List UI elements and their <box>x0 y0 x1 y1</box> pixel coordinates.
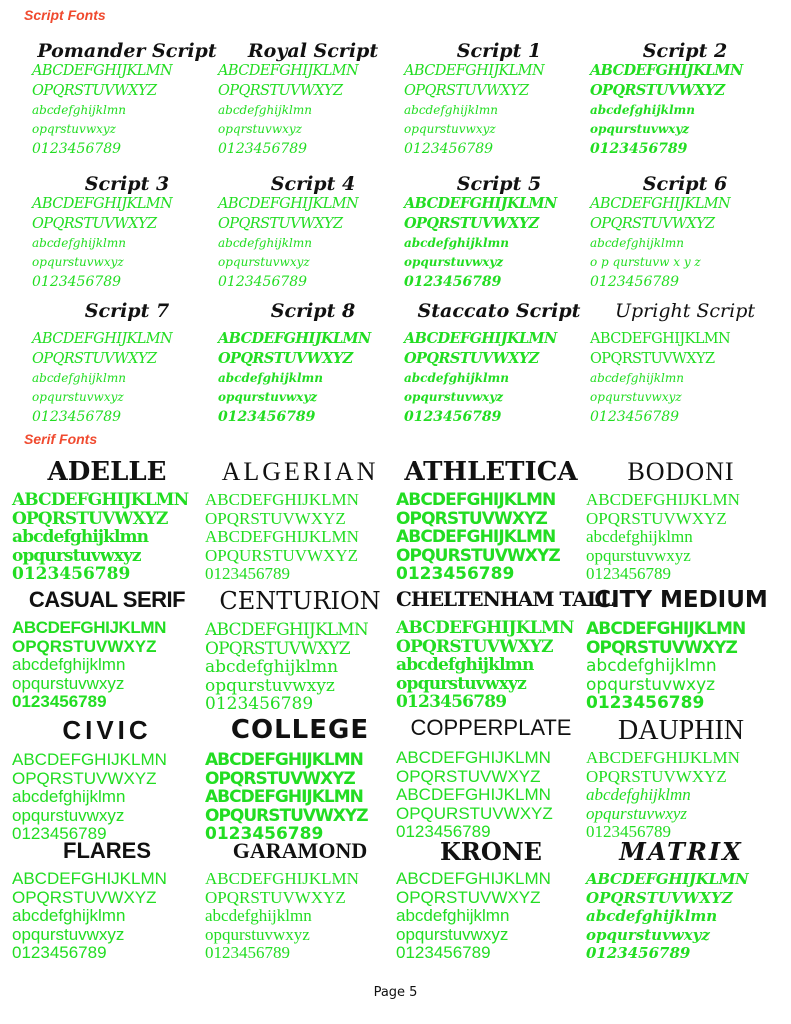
font-sample-script-7 <box>32 302 222 427</box>
sample-line-1: ABCDEFGHIJKLMN <box>396 869 551 888</box>
sample-line-1: ABCDEFGHIJKLMN <box>205 750 363 770</box>
sample-line-2: OPQRSTUVWXYZ <box>396 887 541 907</box>
font-sample-college <box>205 717 395 844</box>
sample-line-5: 0123456789 <box>396 692 507 712</box>
sample-lowercase-2: opqurstuvwxyz <box>32 390 124 404</box>
sample-uppercase-2: OPQRSTUVWXYZ <box>590 351 715 367</box>
font-name: CIVIC <box>62 715 152 745</box>
font-name: Script 3 <box>84 173 170 195</box>
sample-lowercase-1: abcdefghijklmn <box>218 236 312 250</box>
sample-line-2: OPQRSTUVWXYZ <box>205 768 355 789</box>
sample-line-5: 0123456789 <box>205 564 290 583</box>
sample-line-2: OPQRSTUVWXYZ <box>12 508 168 529</box>
font-sample-script-3 <box>32 175 222 292</box>
sample-lowercase-2: opqurstuvwxyz <box>404 390 504 404</box>
sample-line-4: OPQURSTUVWXYZ <box>205 805 368 826</box>
font-sample-script-2 <box>590 42 780 159</box>
sample-line-3: ABCDEFGHIJKLMN <box>396 527 556 547</box>
font-name: BODONI <box>627 457 735 486</box>
sample-lowercase-2: opqurstuvwxyz <box>590 122 690 136</box>
sample-lowercase-1: abcdefghijklmn <box>32 103 126 117</box>
sample-lowercase-1: abcdefghijklmn <box>404 103 498 117</box>
font-sample-flares <box>12 840 202 963</box>
sample-uppercase-2: OPQRSTUVWXYZ <box>404 83 529 99</box>
sample-uppercase-1: ABCDEFGHIJKLMN <box>32 63 173 79</box>
font-name: ALGERIAN <box>221 457 379 486</box>
sample-line-2: OPQRSTUVWXYZ <box>586 637 737 658</box>
sample-line-3: abcdefghijklmn <box>205 657 339 677</box>
font-name: Script 8 <box>270 300 356 322</box>
font-sample-royal-script <box>218 42 408 159</box>
sample-line-4: OPQURSTUVWXYZ <box>396 545 560 566</box>
sample-line-3: abcdefghijklmn <box>586 527 693 546</box>
sample-line-2: OPQRSTUVWXYZ <box>396 508 547 529</box>
sample-line-5: 0123456789 <box>586 944 691 962</box>
sample-line-5: 0123456789 <box>12 943 107 962</box>
font-sample-upright-script <box>590 302 780 427</box>
font-sample-script-8 <box>218 302 408 427</box>
sample-line-2: OPQRSTUVWXYZ <box>586 766 727 786</box>
sample-line-5: 0123456789 <box>396 564 515 584</box>
font-sample-bodoni <box>586 459 776 584</box>
font-name: Script 6 <box>642 173 728 195</box>
sample-line-3: abcdefghijklmn <box>12 655 126 674</box>
sample-line-3: abcdefghijklmn <box>586 907 718 925</box>
sample-digits: 0123456789 <box>590 274 680 290</box>
font-name: FLARES <box>63 838 151 863</box>
font-sample-civic <box>12 717 202 844</box>
sample-line-5: 0123456789 <box>586 693 705 713</box>
sample-line-2: OPQRSTUVWXYZ <box>205 887 346 907</box>
font-sample-pomander-script <box>32 42 222 159</box>
font-sample-script-5 <box>404 175 594 292</box>
sample-line-4: OPQURSTUVWXYZ <box>396 803 553 823</box>
sample-line-2: OPQRSTUVWXYZ <box>586 508 727 528</box>
font-sample-dauphin <box>586 717 776 842</box>
sample-line-2: OPQRSTUVWXYZ <box>12 636 157 656</box>
sample-lowercase-2: opqurstuvwxyz <box>404 122 496 136</box>
font-sample-athletica <box>396 459 586 584</box>
sample-line-5: 0123456789 <box>586 564 671 583</box>
sample-uppercase-1: ABCDEFGHIJKLMN <box>218 63 359 79</box>
sample-uppercase-2: OPQRSTUVWXYZ <box>404 215 539 232</box>
font-name: KRONE <box>440 837 542 866</box>
sample-line-2: OPQRSTUVWXYZ <box>12 768 157 788</box>
font-sample-centurion <box>205 589 395 714</box>
sample-uppercase-1: ABCDEFGHIJKLMN <box>218 330 371 347</box>
sample-lowercase-1: abcdefghijklmn <box>404 236 509 250</box>
sample-line-3: abcdefghijklmn <box>396 906 510 925</box>
sample-line-5: 0123456789 <box>205 824 324 844</box>
sample-line-5: 0123456789 <box>586 822 671 841</box>
sample-lowercase-2: opqurstuvwxyz <box>218 390 318 404</box>
sample-line-4: opqurstuvwxyz <box>396 673 526 694</box>
font-name: Royal Script <box>247 40 379 62</box>
font-name: Script 7 <box>84 300 170 322</box>
font-name: Staccato Script <box>417 300 581 322</box>
font-sample-casual-serif <box>12 589 202 712</box>
sample-line-1: ABCDEFGHIJKLMN <box>205 869 359 888</box>
sample-line-4: opqurstuvwxyz <box>586 545 691 565</box>
sample-line-4: opqurstuvwxyz <box>12 673 125 693</box>
sample-uppercase-1: ABCDEFGHIJKLMN <box>590 196 731 212</box>
sample-uppercase-2: OPQRSTUVWXYZ <box>32 83 157 99</box>
sample-line-2: OPQRSTUVWXYZ <box>12 887 157 907</box>
sample-uppercase-2: OPQRSTUVWXYZ <box>404 350 539 367</box>
sample-digits: 0123456789 <box>590 409 680 425</box>
sample-uppercase-1: ABCDEFGHIJKLMN <box>404 63 545 79</box>
sample-line-3: abcdefghijklmn <box>586 785 691 804</box>
sample-lowercase-2: opqurstuvwxyz <box>590 390 682 404</box>
sample-line-3: ABCDEFGHIJKLMN <box>396 785 551 804</box>
sample-lowercase-1: abcdefghijklmn <box>32 236 126 250</box>
font-sample-copperplate <box>396 717 586 842</box>
font-name: Upright Script <box>614 300 756 322</box>
sample-digits: 0123456789 <box>32 274 122 290</box>
sample-line-2: OPQRSTUVWXYZ <box>396 766 541 786</box>
sample-line-3: abcdefghijklmn <box>12 787 126 806</box>
sample-uppercase-1: ABCDEFGHIJKLMN <box>32 196 173 212</box>
font-sample-adelle <box>12 459 202 584</box>
sample-line-5: 0123456789 <box>12 692 107 711</box>
sample-line-2: OPQRSTUVWXYZ <box>205 508 346 528</box>
font-name: GARAMOND <box>232 838 368 863</box>
sample-line-1: ABCDEFGHIJKLMN <box>205 490 359 509</box>
sample-line-4: opqurstuvwxyz <box>205 924 310 944</box>
sample-uppercase-1: ABCDEFGHIJKLMN <box>404 195 557 212</box>
sample-digits: 0123456789 <box>218 274 308 290</box>
sample-digits: 0123456789 <box>404 409 502 425</box>
font-name: CASUAL SERIF <box>28 587 186 612</box>
sample-line-2: OPQRSTUVWXYZ <box>205 638 350 659</box>
sample-lowercase-1: abcdefghijklmn <box>590 236 684 250</box>
sample-line-4: opqurstuvwxyz <box>586 925 710 944</box>
sample-line-5: 0123456789 <box>12 564 131 584</box>
sample-lowercase-2: o p qurstuvw x y z <box>590 255 701 269</box>
sample-line-1: ABCDEFGHIJKLMN <box>586 870 749 888</box>
sample-line-4: opqurstuvwxyz <box>586 674 716 695</box>
sample-line-3: ABCDEFGHIJKLMN <box>205 787 363 807</box>
sample-line-3: abcdefghijklmn <box>12 906 126 925</box>
font-sample-script-1 <box>404 42 594 159</box>
script-fonts-heading: Script Fonts <box>24 7 106 23</box>
sample-line-3: abcdefghijklmn <box>586 656 717 676</box>
sample-line-1: ABCDEFGHIJKLMN <box>12 490 189 510</box>
sample-uppercase-2: OPQRSTUVWXYZ <box>218 216 343 232</box>
sample-line-3: abcdefghijklmn <box>12 527 149 547</box>
sample-lowercase-2: opqurstuvwxyz <box>218 255 310 269</box>
sample-digits: 0123456789 <box>404 141 494 157</box>
sample-uppercase-1: ABCDEFGHIJKLMN <box>32 331 173 347</box>
font-sample-script-4 <box>218 175 408 292</box>
sample-line-5: 0123456789 <box>12 824 107 843</box>
sample-line-1: ABCDEFGHIJKLMN <box>586 748 740 767</box>
font-name: CITY MEDIUM <box>594 587 768 613</box>
sample-line-4: opqurstuvwxyz <box>396 924 509 944</box>
sample-line-1: ABCDEFGHIJKLMN <box>205 620 368 640</box>
sample-uppercase-2: OPQRSTUVWXYZ <box>590 216 715 232</box>
font-name: COLLEGE <box>230 715 370 745</box>
sample-lowercase-2: opqrstuvwxyz <box>218 122 302 136</box>
font-name: MATRIX <box>619 837 743 866</box>
sample-digits: 0123456789 <box>218 141 308 157</box>
font-sample-matrix <box>586 837 776 963</box>
sample-uppercase-1: ABCDEFGHIJKLMN <box>218 196 359 212</box>
sample-line-1: ABCDEFGHIJKLMN <box>12 750 167 769</box>
sample-line-1: ABCDEFGHIJKLMN <box>396 490 556 510</box>
sample-lowercase-2: opqrstuvwxyz <box>32 122 116 136</box>
sample-digits: 0123456789 <box>32 409 122 425</box>
font-sample-algerian <box>205 459 395 584</box>
sample-lowercase-1: abcdefghijklmn <box>218 371 323 385</box>
sample-line-4: opqurstuvwxyz <box>586 803 688 823</box>
sample-line-5: 0123456789 <box>396 822 491 841</box>
sample-line-2: OPQRSTUVWXYZ <box>396 636 553 657</box>
sample-digits: 0123456789 <box>590 141 688 157</box>
font-sample-garamond <box>205 840 395 963</box>
sample-line-4: opqurstuvwxyz <box>205 675 335 696</box>
sample-line-5: 0123456789 <box>205 694 314 714</box>
sample-uppercase-2: OPQRSTUVWXYZ <box>32 351 157 367</box>
sample-digits: 0123456789 <box>404 274 502 290</box>
font-name: CENTURION <box>219 587 381 615</box>
font-sample-staccato-script <box>404 302 594 427</box>
sample-lowercase-1: abcdefghijklmn <box>590 371 684 385</box>
serif-fonts-heading: Serif Fonts <box>24 431 98 447</box>
sample-uppercase-2: OPQRSTUVWXYZ <box>32 216 157 232</box>
sample-line-1: ABCDEFGHIJKLMN <box>396 618 574 638</box>
font-name: COPPERPLATE <box>410 715 572 740</box>
sample-digits: 0123456789 <box>218 409 316 425</box>
sample-lowercase-2: opqurstuvwxyz <box>32 255 124 269</box>
sample-uppercase-1: ABCDEFGHIJKLMN <box>590 62 743 79</box>
sample-line-3: ABCDEFGHIJKLMN <box>205 527 359 546</box>
sample-line-1: ABCDEFGHIJKLMN <box>12 869 167 888</box>
sample-line-1: ABCDEFGHIJKLMN <box>396 748 551 767</box>
sample-line-4: opqurstuvwxyz <box>12 545 141 566</box>
sample-lowercase-1: abcdefghijklmn <box>32 371 126 385</box>
sample-line-2: OPQRSTUVWXYZ <box>586 888 733 907</box>
sample-line-5: 0123456789 <box>396 943 491 962</box>
sample-line-3: abcdefghijklmn <box>205 906 312 925</box>
font-name: Script 2 <box>642 40 728 62</box>
font-sample-city-medium <box>586 589 776 713</box>
sample-lowercase-1: abcdefghijklmn <box>590 103 695 117</box>
sample-line-4: opqurstuvwxyz <box>12 805 125 825</box>
font-name: Script 4 <box>270 173 356 195</box>
sample-uppercase-2: OPQRSTUVWXYZ <box>218 83 343 99</box>
sample-lowercase-1: abcdefghijklmn <box>218 103 312 117</box>
sample-line-1: ABCDEFGHIJKLMN <box>12 618 167 637</box>
font-name: Script 5 <box>456 173 542 195</box>
font-sample-script-6 <box>590 175 780 292</box>
font-name: ATHLETICA <box>404 457 578 487</box>
font-name: ADELLE <box>47 457 167 487</box>
font-name: DAUPHIN <box>618 715 744 746</box>
font-name: Pomander Script <box>37 40 217 62</box>
sample-uppercase-2: OPQRSTUVWXYZ <box>590 82 725 99</box>
font-name: Script 1 <box>456 40 542 62</box>
font-sample-cheltenham-tall <box>396 587 613 712</box>
sample-line-1: ABCDEFGHIJKLMN <box>586 619 746 639</box>
page-number: Page 5 <box>373 985 418 1000</box>
font-sample-krone <box>396 837 586 963</box>
sample-line-4: OPQURSTUVWXYZ <box>205 545 358 565</box>
sample-lowercase-2: opqurstuvwxyz <box>404 255 504 269</box>
sample-line-5: 0123456789 <box>205 943 290 962</box>
sample-uppercase-2: OPQRSTUVWXYZ <box>218 350 353 367</box>
sample-uppercase-1: ABCDEFGHIJKLMN <box>590 331 731 347</box>
sample-lowercase-1: abcdefghijklmn <box>404 371 509 385</box>
sample-line-1: ABCDEFGHIJKLMN <box>586 490 740 509</box>
sample-line-4: opqurstuvwxyz <box>12 924 125 944</box>
sample-digits: 0123456789 <box>32 141 122 157</box>
sample-line-3: abcdefghijklmn <box>396 655 534 675</box>
sample-uppercase-1: ABCDEFGHIJKLMN <box>404 330 557 347</box>
font-name: CHELTENHAM TALL <box>396 587 613 611</box>
